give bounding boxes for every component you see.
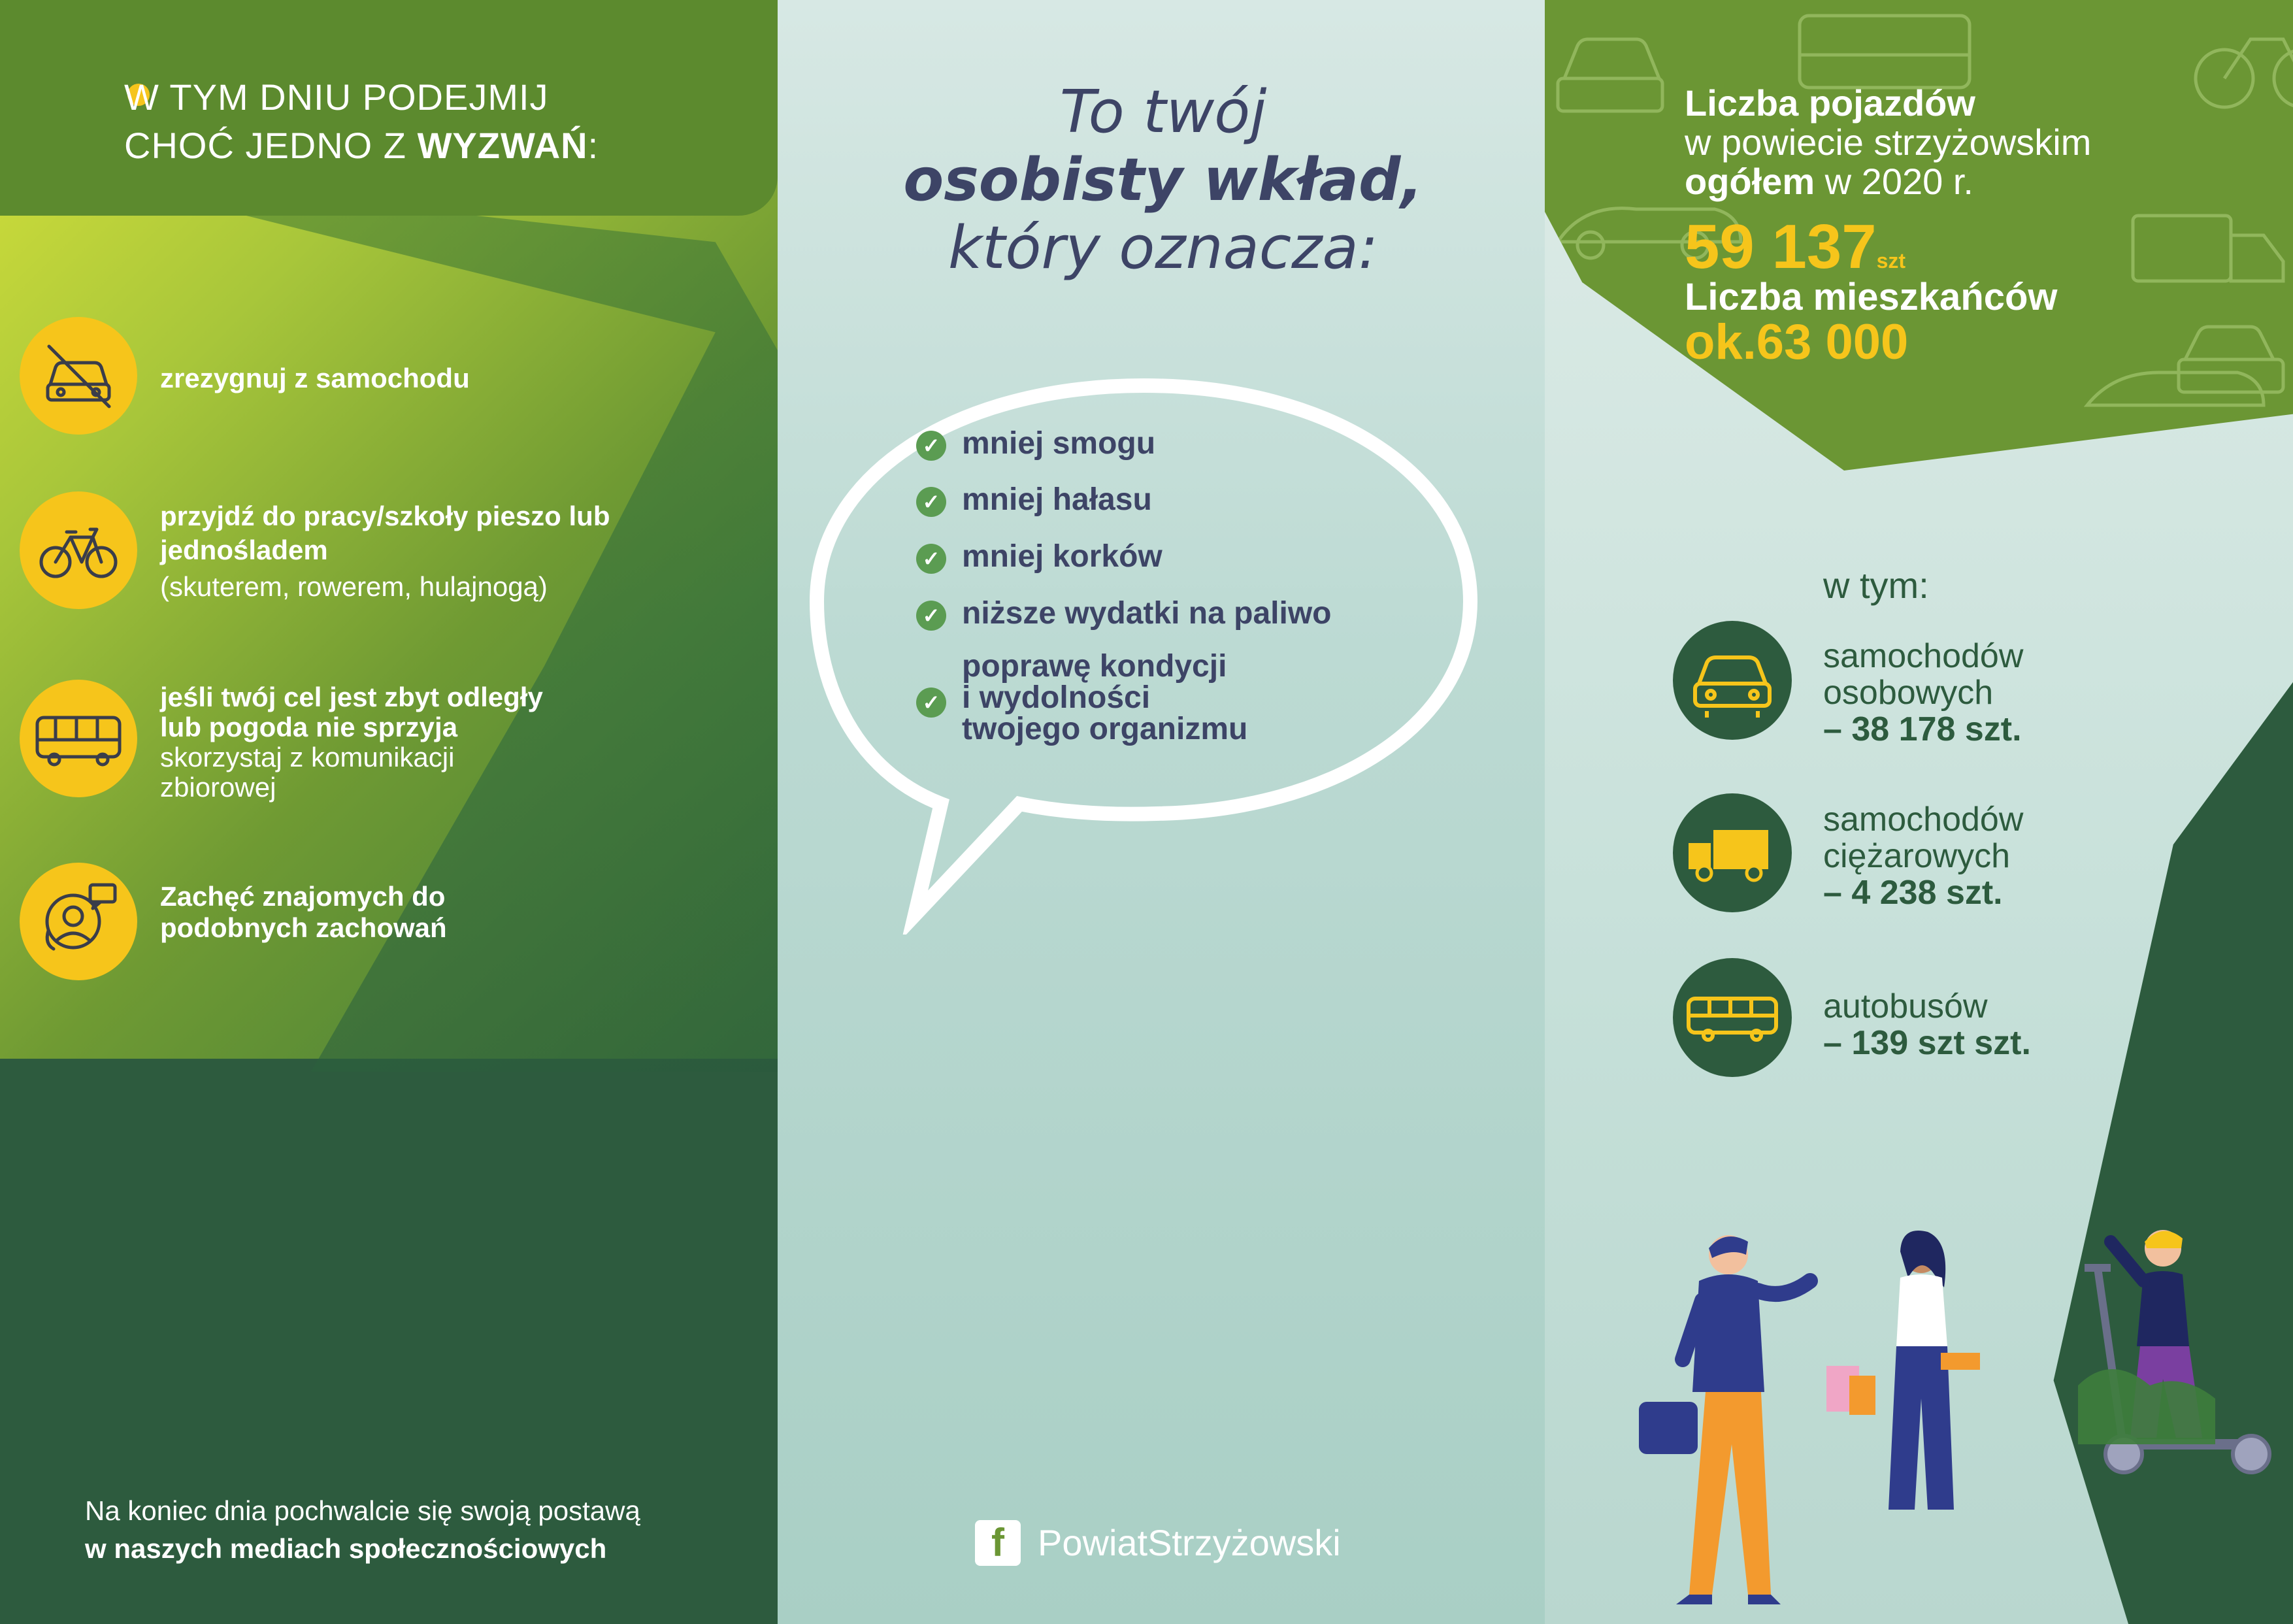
car-icon <box>1673 621 1792 740</box>
total-vehicles-number: 59 137 <box>1685 212 1877 282</box>
check-icon: ✓ <box>916 601 946 631</box>
heading-line2 <box>124 122 599 170</box>
bus-icon <box>20 680 137 797</box>
facebook-page-link[interactable]: PowiatStrzyżowski <box>1038 1522 1341 1563</box>
heading-line2-prefix: CHOĆ JEDNO Z <box>124 125 418 166</box>
benefits-title-line2: osobisty wkład, <box>903 146 1423 214</box>
bus-icon <box>1673 958 1792 1077</box>
challenge-text <box>160 361 709 395</box>
vehicle-breakdown-item <box>1823 988 2031 1061</box>
vehicle-count-title-year: w 2020 r. <box>1815 161 1973 202</box>
social-media-note-line1: Na koniec dnia pochwalcie się swoją postawą <box>85 1495 640 1526</box>
heading-line1: W TYM DNIU PODEJMIJ <box>124 76 549 118</box>
challenge-bold-text: zrezygnuj z samochodu <box>160 363 470 393</box>
friends-chat-icon <box>20 863 137 980</box>
check-icon: ✓ <box>916 431 946 461</box>
challenge-bold-text: jeśli twój cel jest zbyt odległy lub pogoda nie sprzyja <box>160 682 543 742</box>
facebook-icon[interactable]: f <box>975 1520 1021 1566</box>
people-illustration <box>1627 1229 2281 1621</box>
benefit-line: i wydolności <box>962 680 1151 715</box>
social-media-note <box>85 1492 712 1568</box>
vehicle-count-title <box>1685 84 2091 201</box>
vehicle-count: – 4 238 szt. <box>1823 874 2003 912</box>
no-car-icon <box>20 317 137 435</box>
heading-line2-bold: WYZWAŃ <box>417 125 588 166</box>
benefit-line: twojego organizmu <box>962 712 1248 746</box>
vehicle-type-line2: ciężarowych <box>1823 837 2011 875</box>
challenge-bold-text: Zachęć znajomych do podobnych zachowań <box>160 881 447 943</box>
vehicle-count: – 139 szt szt. <box>1823 1024 2031 1062</box>
benefits-title-line1: To twój <box>1059 78 1267 146</box>
truck-icon <box>1673 793 1792 912</box>
population-value: ok.63 000 <box>1685 314 1909 370</box>
challenges-heading <box>124 73 599 170</box>
check-icon: ✓ <box>916 688 946 718</box>
vehicle-count-title-district: w powiecie strzyżowskim <box>1685 122 2092 163</box>
vehicle-breakdown-item <box>1823 801 2023 911</box>
heading-line2-suffix: : <box>587 125 599 166</box>
vehicle-type-line1: samochodów <box>1823 801 2024 838</box>
total-vehicles-unit: szt <box>1876 249 1906 273</box>
vehicle-type-line1: samochodów <box>1823 637 2024 675</box>
challenge-text <box>160 881 461 944</box>
vehicle-type-line2: osobowych <box>1823 674 1994 712</box>
vehicle-count: – 38 178 szt. <box>1823 710 2022 748</box>
challenge-normal-text: (skuterem, rowerem, hulajnogą) <box>160 571 548 602</box>
benefits-title <box>850 78 1477 282</box>
vehicle-count-title-bold: Liczba pojazdów <box>1685 82 1975 124</box>
benefit-line: poprawę kondycji <box>962 649 1227 684</box>
challenges-panel <box>0 0 778 1624</box>
benefit-item: mniej korków <box>962 539 1163 574</box>
vehicle-count-title-total: ogółem <box>1685 161 1815 202</box>
benefit-item <box>962 651 1247 745</box>
benefit-item: mniej smogu <box>962 426 1156 461</box>
of-which-label: w tym: <box>1823 565 1929 606</box>
challenge-text <box>160 499 709 604</box>
challenge-normal-text: skorzystaj z komunikacji zbiorowej <box>160 742 455 803</box>
challenge-bold-text: przyjdź do pracy/szkoły pieszo lub jednośladem <box>160 501 610 565</box>
benefits-title-line3: który oznacza: <box>948 214 1379 282</box>
benefit-item: mniej hałasu <box>962 482 1152 517</box>
benefit-item: niższe wydatki na paliwo <box>962 596 1332 631</box>
vehicle-type-line1: autobusów <box>1823 987 1988 1025</box>
bicycle-icon <box>20 491 137 609</box>
check-icon: ✓ <box>916 487 946 517</box>
check-icon: ✓ <box>916 544 946 574</box>
social-media-note-line2: w naszych mediach społecznościowych <box>85 1533 607 1564</box>
population-label: Liczba mieszkańców <box>1685 276 2058 318</box>
vehicle-breakdown-item <box>1823 638 2023 748</box>
challenge-text <box>160 682 552 803</box>
